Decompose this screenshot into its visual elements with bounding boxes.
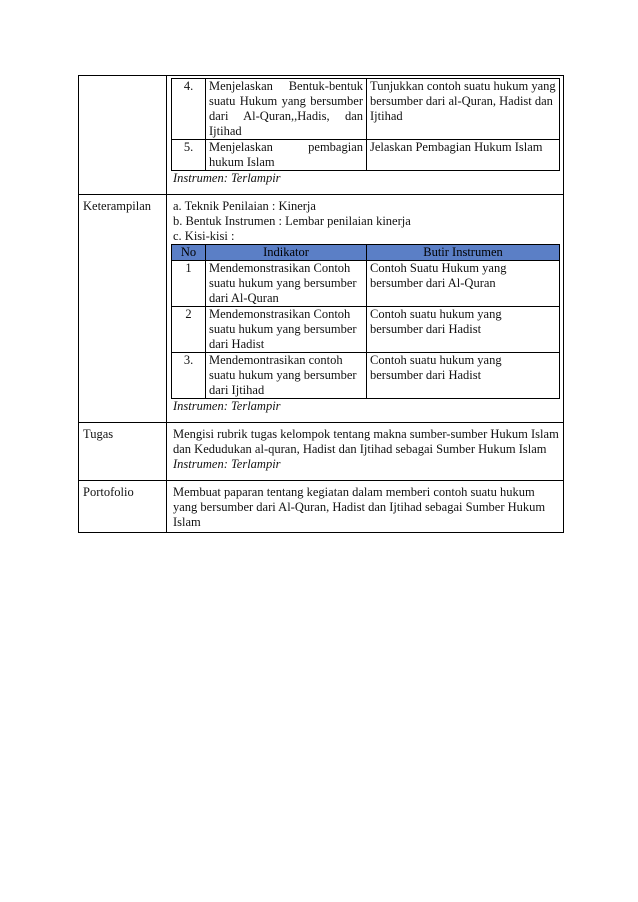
table-row [172, 261, 560, 307]
row-label: Keterampilan [79, 195, 167, 423]
table-header-row [172, 245, 560, 261]
instrumen-note: Instrumen: Terlampir [173, 399, 281, 413]
cell-no: 5. [172, 140, 206, 171]
row-label: Portofolio [79, 481, 167, 533]
cell-no: 1 [172, 261, 206, 307]
row-label [79, 76, 167, 195]
table-row [172, 307, 560, 353]
cell-indikator: Mendemontrasikan contoh suatu hukum yang bersumber dari Ijtihad [206, 353, 367, 399]
bentuk-instrumen: b. Bentuk Instrumen : Lembar penilaian kinerja [173, 214, 411, 228]
row-portofolio [79, 481, 564, 533]
teknik-penilaian: a. Teknik Penilaian : Kinerja [173, 199, 316, 213]
row-content [167, 481, 564, 533]
kisi-kisi-label: c. Kisi-kisi : [173, 229, 235, 243]
instrumen-note: Instrumen: Terlampir [173, 457, 281, 471]
cell-butir: Contoh suatu hukum yang bersumber dari Hadist [367, 307, 560, 353]
row-tugas [79, 423, 564, 481]
instrumen-note: Instrumen: Terlampir [173, 171, 281, 185]
cell-butir: Contoh suatu hukum yang bersumber dari Hadist [367, 353, 560, 399]
row-pengetahuan-continued [79, 76, 564, 195]
kisi-kisi-table-pengetahuan [171, 78, 560, 171]
header-butir: Butir Instrumen [367, 245, 560, 261]
cell-butir: Contoh Suatu Hukum yang bersumber dari Al-Quran [367, 261, 560, 307]
table-row [172, 353, 560, 399]
row-keterampilan [79, 195, 564, 423]
table-row [172, 140, 560, 171]
cell-indikator: Menjelaskan Bentuk-bentuk suatu Hukum yang bersumber dari Al-Quran,,Hadis, dan Ijtihad [206, 79, 367, 140]
cell-indikator: Mendemonstrasikan Contoh suatu hukum yang bersumber dari Al-Quran [206, 261, 367, 307]
kisi-kisi-table-keterampilan [171, 244, 560, 399]
cell-indikator: Menjelaskan pembagian hukum Islam [206, 140, 367, 171]
cell-butir: Tunjukkan contoh suatu hukum yang bersumber dari al-Quran, Hadist dan Ijtihad [367, 79, 560, 140]
tugas-text: Mengisi rubrik tugas kelompok tentang makna sumber-sumber Hukum Islam dan Kedudukan al-quran, Hadist dan Ijtihad sebagai Sumber Hukum Islam [173, 427, 559, 456]
row-label: Tugas [79, 423, 167, 481]
portofolio-text: Membuat paparan tentang kegiatan dalam memberi contoh suatu hukum yang bersumber dari Al-Quran, Hadist dan Ijtihad sebagai Sumber Hukum Islam [173, 485, 546, 529]
header-no: No [172, 245, 206, 261]
table-row [172, 79, 560, 140]
row-content [167, 423, 564, 481]
header-indikator: Indikator [206, 245, 367, 261]
row-content [167, 76, 564, 195]
assessment-table [78, 75, 564, 533]
cell-no: 4. [172, 79, 206, 140]
cell-butir: Jelaskan Pembagian Hukum Islam [367, 140, 560, 171]
cell-no: 3. [172, 353, 206, 399]
cell-indikator: Mendemonstrasikan Contoh suatu hukum yang bersumber dari Hadist [206, 307, 367, 353]
cell-no: 2 [172, 307, 206, 353]
row-content [167, 195, 564, 423]
